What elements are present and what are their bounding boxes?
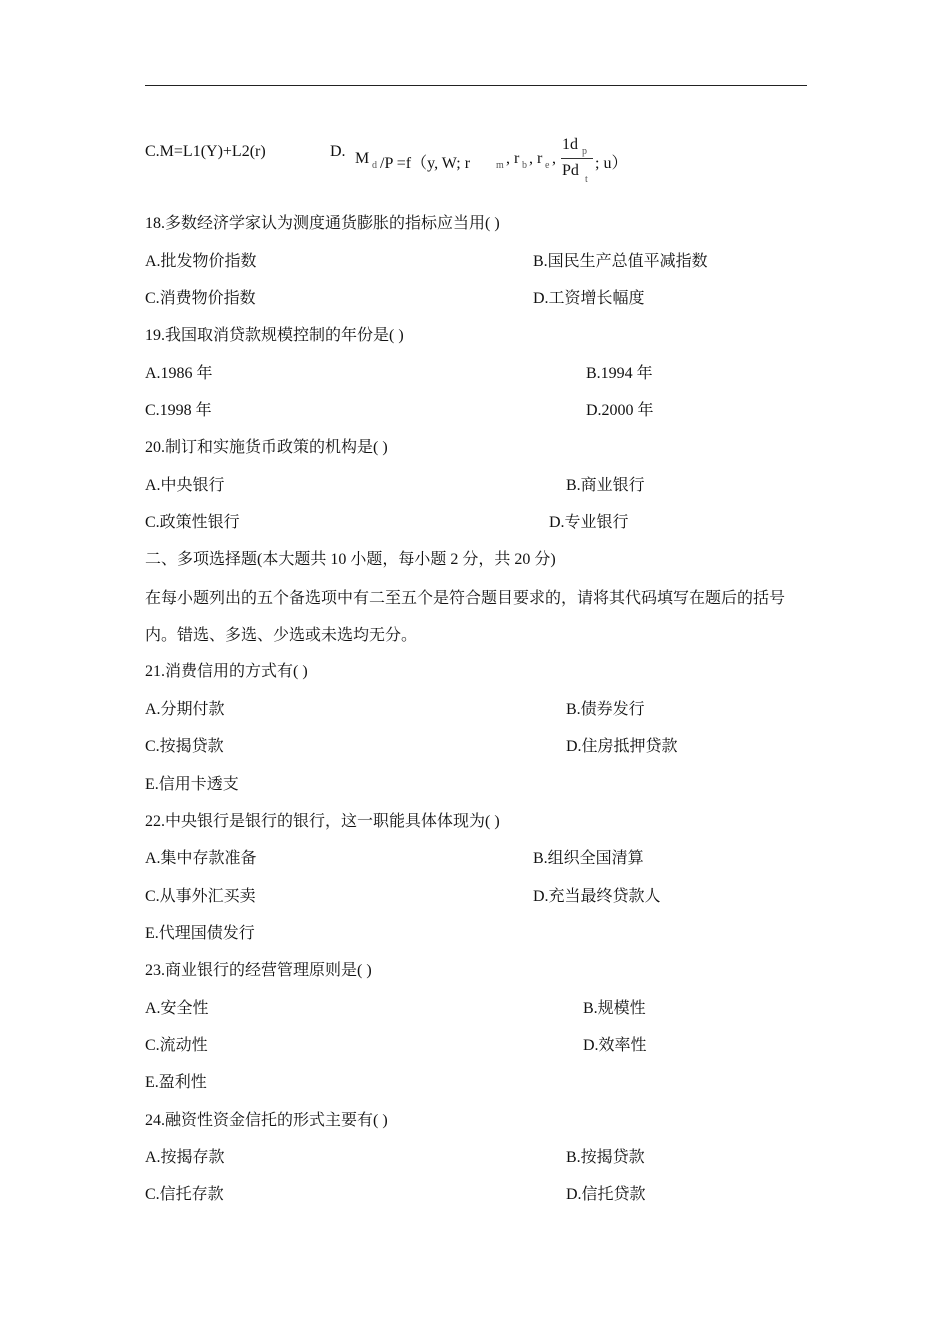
section-2-instructions: 在每小题列出的五个备选项中有二至五个是符合题目要求的，请将其代码填写在题后的括号内。错选、多选、少选或未选均无分。 xyxy=(145,590,786,644)
q21-option-d: D.住房抵押贷款 xyxy=(566,738,678,755)
q24-option-d: D.信托贷款 xyxy=(566,1186,646,1203)
question-23: 23.商业银行的经营管理原则是( ) xyxy=(145,962,372,979)
formula-M: M xyxy=(355,150,370,167)
q23-option-c: C.流动性 xyxy=(145,1037,208,1054)
formula-lhs-rest: /P =f（y, W; r xyxy=(380,155,471,172)
q19-option-d: D.2000 年 xyxy=(586,402,654,419)
question-19: 19.我国取消贷款规模控制的年份是( ) xyxy=(145,327,404,344)
q21-option-e: E.信用卡透支 xyxy=(145,776,239,793)
q20-option-c: C.政策性银行 xyxy=(145,514,240,531)
formula-numerator: 1d xyxy=(562,136,578,153)
q19-option-a: A.1986 年 xyxy=(145,365,213,382)
option-d-label: D. xyxy=(330,143,346,160)
q18-option-d: D.工资增长幅度 xyxy=(533,290,645,307)
formula-comma: , xyxy=(552,150,556,167)
q24-option-b: B.按揭贷款 xyxy=(566,1149,645,1166)
formula-rm-sub: m xyxy=(496,160,504,171)
q23-option-e: E.盈利性 xyxy=(145,1074,207,1091)
formula-rb-sub: b xyxy=(522,160,527,171)
formula-rb: , r xyxy=(506,150,520,167)
question-22: 22.中央银行是银行的银行，这一职能具体体现为( ) xyxy=(145,813,500,830)
formula-den-sub: t xyxy=(585,174,588,185)
q24-option-c: C.信托存款 xyxy=(145,1186,224,1203)
header-rule xyxy=(145,85,807,86)
q21-option-c: C.按揭贷款 xyxy=(145,738,224,755)
q20-option-d: D.专业银行 xyxy=(549,514,629,531)
q18-option-a: A.批发物价指数 xyxy=(145,253,257,270)
q21-option-a: A.分期付款 xyxy=(145,701,225,718)
q21-option-b: B.债券发行 xyxy=(566,701,645,718)
q22-option-b: B.组织全国清算 xyxy=(533,850,644,867)
q22-option-e: E.代理国债发行 xyxy=(145,925,255,942)
formula-num-sub: p xyxy=(582,146,587,157)
q18-option-c: C.消费物价指数 xyxy=(145,290,256,307)
fraction-bar xyxy=(561,158,593,159)
q23-option-a: A.安全性 xyxy=(145,1000,209,1017)
formula-re: , r xyxy=(529,150,543,167)
q23-option-b: B.规模性 xyxy=(583,1000,646,1017)
formula-tail: ; u） xyxy=(595,155,628,172)
q22-option-a: A.集中存款准备 xyxy=(145,850,257,867)
q18-option-b: B.国民生产总值平减指数 xyxy=(533,253,708,270)
q19-option-b: B.1994 年 xyxy=(586,365,653,382)
q20-option-a: A.中央银行 xyxy=(145,477,225,494)
section-2-heading: 二、多项选择题(本大题共 10 小题，每小题 2 分，共 20 分) xyxy=(145,551,556,568)
q19-option-c: C.1998 年 xyxy=(145,402,212,419)
question-21: 21.消费信用的方式有( ) xyxy=(145,663,308,680)
formula-M-sub: d xyxy=(372,160,377,171)
formula-re-sub: e xyxy=(545,160,550,171)
question-18: 18.多数经济学家认为测度通货膨胀的指标应当用( ) xyxy=(145,215,500,232)
q22-option-d: D.充当最终贷款人 xyxy=(533,888,661,905)
question-24: 24.融资性资金信托的形式主要有( ) xyxy=(145,1112,388,1129)
option-c-formula: C.M=L1(Y)+L2(r) xyxy=(145,143,266,160)
formula-denominator: Pd xyxy=(562,162,579,179)
q20-option-b: B.商业银行 xyxy=(566,477,645,494)
q22-option-c: C.从事外汇买卖 xyxy=(145,888,256,905)
question-20: 20.制订和实施货币政策的机构是( ) xyxy=(145,439,388,456)
q23-option-d: D.效率性 xyxy=(583,1037,647,1054)
q24-option-a: A.按揭存款 xyxy=(145,1149,225,1166)
